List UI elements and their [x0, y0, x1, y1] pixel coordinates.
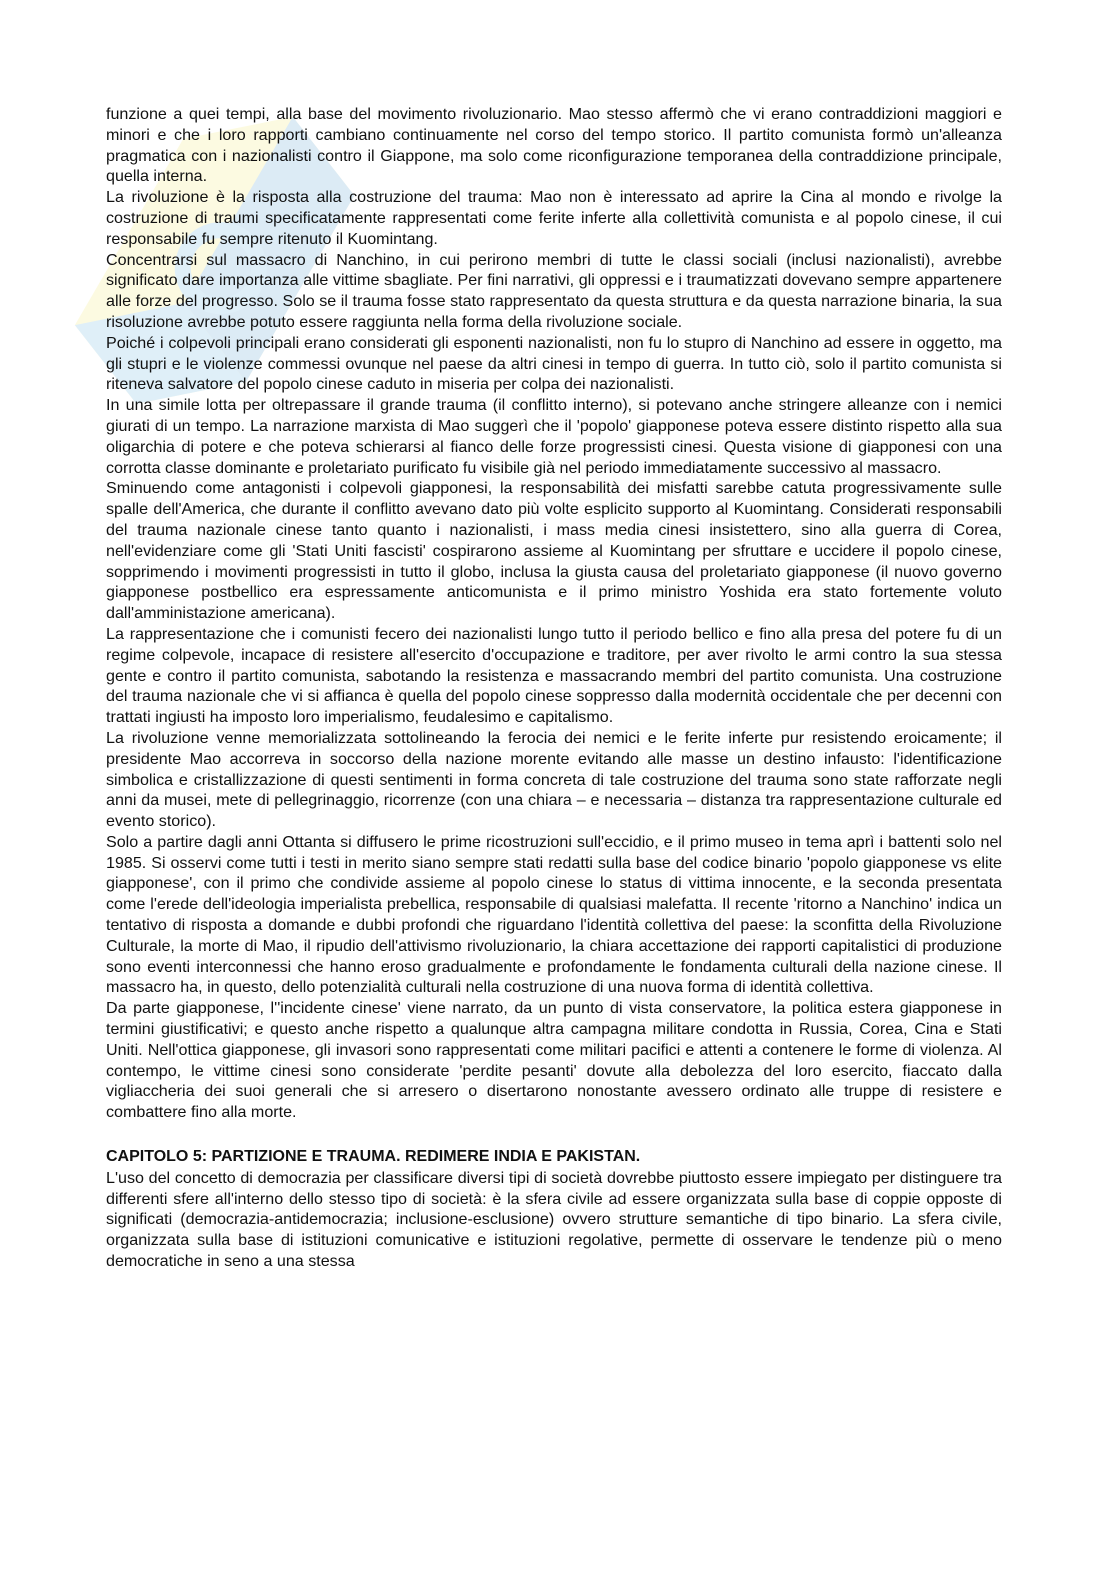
paragraph: In una simile lotta per oltrepassare il grande trauma (il conflitto interno), si potevano anche stringere alleanze con i nemici giurati di un tempo. La narrazione marxista di Mao suggerì che il 'popolo' giapponese poteva essere distinto rispetto alla sua oligarchia di potere e che poteva schierarsi al fianco delle forze progressisti cinesi. Questa visione di giapponesi con una corrotta classe dominante e proletariato purificato fu visibile già nel periodo immediatamente successivo al massacro. — [106, 396, 1002, 477]
chapter-heading: CAPITOLO 5: PARTIZIONE E TRAUMA. REDIMERE INDIA E PAKISTAN. — [106, 1148, 641, 1166]
paragraph: L'uso del concetto di democrazia per classificare diversi tipi di società dovrebbe piuttosto essere impiegato per distinguere tra differenti sfere all'interno dello stesso tipo di società: è la sfera civile ad essere organizzata sulla base di coppie opposte di significati (democrazia-antidemocrazia; inclusione-esclusione) ovvero strutture semantiche di tipo binario. La sfera civile, organizzata sulla base di istituzioni comunicative e istituzioni regolative, permette di osservare le tendenze più o meno democratiche in seno a una stessa — [106, 1168, 1002, 1271]
paragraph: Concentrarsi sul massacro di Nanchino, in cui perirono membri di tutte le classi sociali (inclusi nazionalisti), avrebbe significato dare importanza alle vittime sbagliate. Per fini narrativi, gli oppressi e i traumatizzati dovevano sempre appartenere alle forze del progresso. Solo se il trauma fosse stato rappresentato da questa struttura e da questa narrazione binaria, la sua risoluzione avrebbe potuto essere raggiunta nella forma della rivoluzione sociale. — [106, 250, 1002, 331]
paragraph: Poiché i colpevoli principali erano considerati gli esponenti nazionalisti, non fu lo stupro di Nanchino ad essere in oggetto, ma gli stupri e le violenze commessi ovunque nel paese da altri cinesi in tempo di guerra. In tutto ciò, solo il partito comunista si riteneva salvatore del popolo cinese caduto in miseria per colpa dei nazionalisti. — [106, 333, 1002, 394]
document-body — [106, 104, 1002, 1272]
paragraph: La rivoluzione è la risposta alla costruzione del trauma: Mao non è interessato ad aprire la Cina al mondo e rivolge la costruzione di traumi specificatamente rappresentati come ferite inferte alla collettività comunista e al popolo cinese, il cui responsabile fu sempre ritenuto il Kuomintang. — [106, 188, 1002, 248]
paragraph: funzione a quei tempi, alla base del movimento rivoluzionario. Mao stesso affermò che vi erano contraddizioni maggiori e minori e che i loro rapporti cambiano continuamente nel corso del tempo storico. Il partito comunista formò un'alleanza pragmatica con i nazionalisti contro il Giappone, ma solo come riconfigurazione temporanea della contraddizione principale, quella interna. — [106, 105, 1002, 186]
paragraph: Sminuendo come antagonisti i colpevoli giapponesi, la responsabilità dei misfatti sarebbe catuta progressivamente sulle spalle dell'America, che durante il conflitto avevano dato più volte esplicito supporto al Kuomintang. Considerati responsabili del trauma nazionale cinese tanto quanto i nazionalisti, i mass media cinesi insistettero, sino alla guerra di Corea, nell'evidenziare come gli 'Stati Uniti fascisti' cospirarono assieme al Kuomintang per sfruttare e uccidere il popolo cinese, sopprimendo i movimenti progressisti in tutto il globo, inclusa la giusta causa del proletariato giapponese (il nuovo governo giapponese postbellico era espressamente anticomunista e il primo ministro Yoshida era stato fortemente voluto dall'amministazione americana). — [106, 479, 1002, 623]
paragraph: Solo a partire dagli anni Ottanta si diffusero le prime ricostruzioni sull'eccidio, e il primo museo in tema aprì i battenti solo nel 1985. Si osservi come tutti i testi in merito siano sempre stati redatti sulla base del codice binario 'popolo giapponese vs elite giapponese', con il primo che condivide assieme al popolo cinese lo status di vittima innocente, e la seconda presentata come l'erede dell'ideologia imperialista prebellica, responsabile di qualsiasi malefatta. Il recente 'ritorno a Nanchino' indica un tentativo di risposta a domande e dubbi profondi che riguardano l'identità collettiva del paese: la sconfitta della Rivoluzione Culturale, la morte di Mao, il ripudio dell'attivismo rivoluzionario, la chiara accettazione dei rapporti capitalistici di produzione sono eventi interconnessi che hanno eroso gradualmente e profondamente le fondamenta culturali della nazione cinese. Il massacro ha, in questo, dello potenzialità culturali nella costruzione di una nuova forma di identità collettiva. — [106, 832, 1002, 997]
paragraph: La rappresentazione che i comunisti fecero dei nazionalisti lungo tutto il periodo bellico e fino alla presa del potere fu di un regime colpevole, incapace di resistere all'esercito d'occupazione e traditore, per aver rivolto le armi contro la sua stessa gente e contro il partito comunista, sabotando la resistenza e massacrando membri del partito comunista. Una costruzione del trauma nazionale che vi si affianca è quella del popolo cinese soppresso dalla modernità occidentale che per decenni con trattati ingiusti ha imposto loro imperialismo, feudalesimo e capitalismo. — [106, 624, 1002, 727]
paragraph: Da parte giapponese, l''incidente cinese' viene narrato, da un punto di vista conservatore, la politica estera giapponese in termini giustificativi; e questo anche rispetto a qualunque altra campagna militare condotta in Russia, Corea, Cina e Stati Uniti. Nell'ottica giapponese, gli invasori sono rappresentati come militari pacifici e attenti a contenere le forme di violenza. Al contempo, le vittime cinesi sono considerate 'perdite pesanti' dovute alla debolezza del loro esercito, fiaccato dalla vigliaccheria dei suoi generali che si arresero o disertarono nonostante avessero ordinato alle truppe di resistere e combattere fino alla morte. — [106, 999, 1002, 1122]
paragraph: La rivoluzione venne memorializzata sottolineando la ferocia dei nemici e le ferite inferte pur resistendo eroicamente; il presidente Mao accorreva in soccorso della nazione morente evitando alle masse un destino infausto: l'identificazione simbolica e cristallizzazione di questi sentimenti in forma concreta di tale costruzione del trauma sono state rafforzate negli anni da musei, mete di pellegrinaggio, ricorrenze (con una chiara – e necessaria – distanza tra rappresentazione culturale ed evento storico). — [106, 728, 1002, 831]
